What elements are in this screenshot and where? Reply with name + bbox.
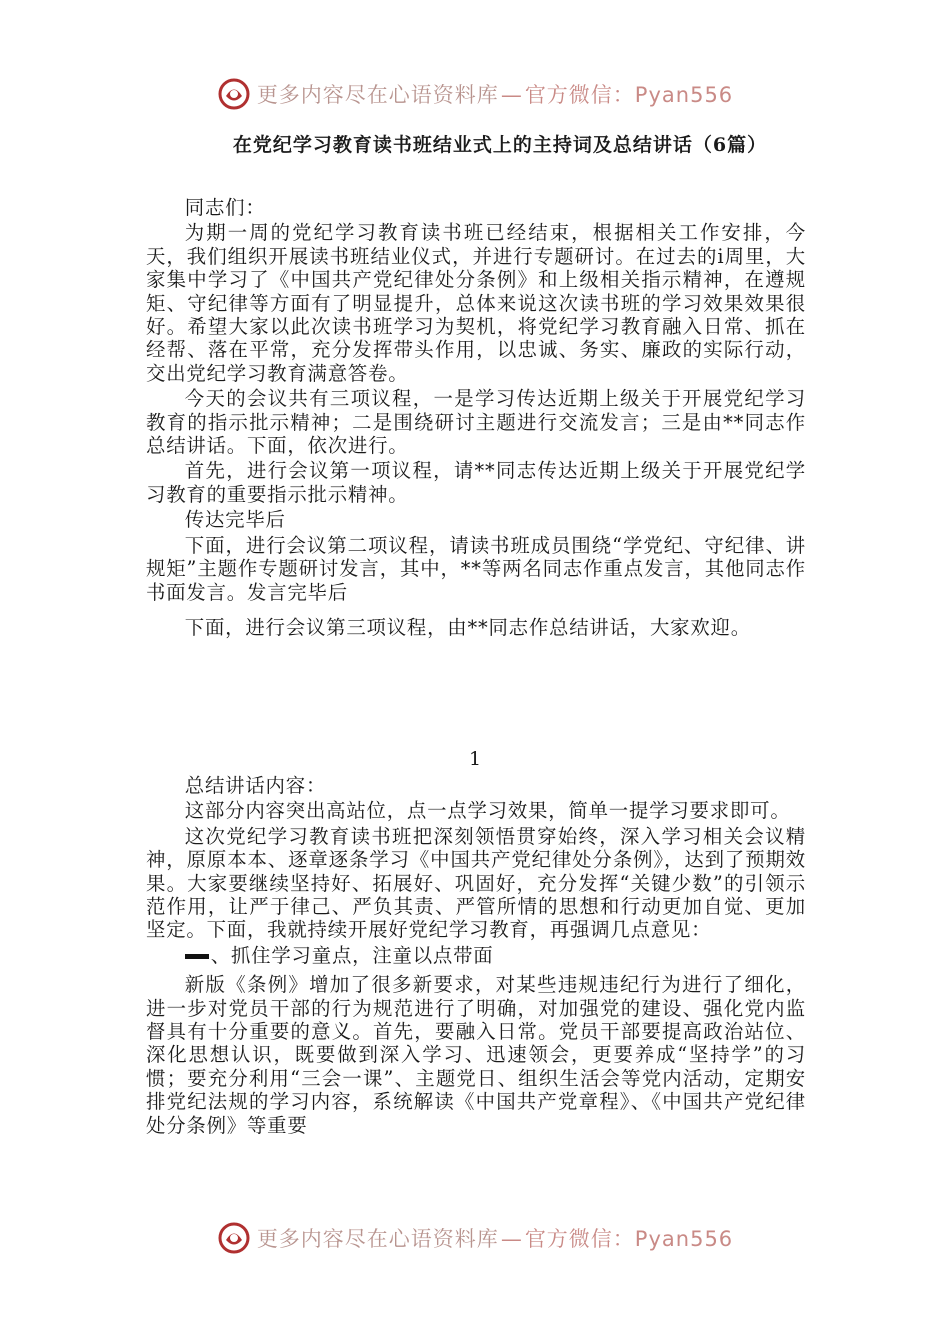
page2-body: [146, 774, 806, 1137]
dash-mark: [185, 954, 209, 959]
paragraph: 这部分内容突出高站位，点一点学习效果，简单一提学习要求即可。: [184, 799, 791, 823]
banner-text: 更多内容尽在心语资料库—官方微信：Pyan556: [256, 1227, 734, 1251]
header-banner: [0, 74, 950, 114]
paragraph: 为期一周的党纪学习教育读书班已经结束，根据相关工作安排，今天，我们组织开展读书班结业仪式，并进行专题研讨。在过去的i周里，大家集中学习了《中国共产党纪律处分条例》和上级相关指示精神，在遵规矩、守纪律等方面有了明显提升，总体来说这次读书班的学习效果效果很好。希望大家以此次读书班学习为契机，将党纪学习教育融入日常、抓在经帮、落在平常，充分发挥带头作用，以忠诚、务实、廉政的实际行动，交出党纪学习教育满意答卷。: [146, 221, 806, 385]
footer-banner: [0, 1218, 950, 1258]
summary-heading: 总结讲话内容：: [184, 774, 327, 797]
brand-logo-icon: [217, 1221, 251, 1255]
paragraph: 传达完毕后: [184, 508, 286, 532]
salutation: 同志们：: [184, 196, 266, 219]
page-number: 1: [468, 748, 482, 770]
paragraph: 这次党纪学习教育读书班把深刻领悟贯穿始终，深入学习相关会议精神，原原本本、逐章逐条学习《中国共产党纪律处分条例》，达到了预期效果。大家要继续坚持好、拓展好、巩固好，充分发挥“关键少数”的引领示范作用，让严于律己、严负其责、严管所情的思想和行动更加自觉、更加坚定。下面，我就持续开展好党纪学习教育，再强调几点意见：: [146, 824, 806, 942]
paragraph: 首先，进行会议第一项议程，请**同志传达近期上级关于开展党纪学习教育的重要指示批示精神。: [146, 459, 806, 506]
paragraph: 下面，进行会议第二项议程，请读书班成员围绕“学党纪、守纪律、讲规矩”主题作专题研讨发言，其中，**等两名同志作重点发言，其他同志作书面发言。发言完毕后: [146, 533, 806, 604]
document-title: 在党纪学习教育读书班结业式上的主持词及总结讲话（6篇）: [232, 134, 768, 156]
brand-logo-icon: [217, 77, 251, 111]
page1-body: [146, 196, 806, 639]
paragraph: 新版《条例》增加了很多新要求，对某些违规违纪行为进行了细化，进一步对党员干部的行为规范进行了明确，对加强党的建设、强化党内监督具有十分重要的意义。首先，要融入日常。党员干部要提高政治站位、深化思想认识，既要做到深入学习、迅速领会，更要养成“坚持学”的习惯；要充分利用“三会一课”、主题党日、组织生活会等党内活动，定期安排党纪法规的学习内容，系统解读《中国共产党章程》、《中国共产党纪律处分条例》等重要: [146, 973, 806, 1137]
banner-text: 更多内容尽在心语资料库—官方微信：Pyan556: [256, 83, 734, 107]
section-heading: 、抓住学习童点，注童以点带面: [146, 944, 806, 967]
paragraph: 今天的会议共有三项议程，一是学习传达近期上级关于开展党纪学习教育的指示批示精神；二是围绕研讨主题进行交流发言；三是由**同志作总结讲话。下面，依次进行。: [146, 387, 806, 458]
paragraph: 下面，进行会议第三项议程，由**同志作总结讲话，大家欢迎。: [184, 615, 751, 639]
